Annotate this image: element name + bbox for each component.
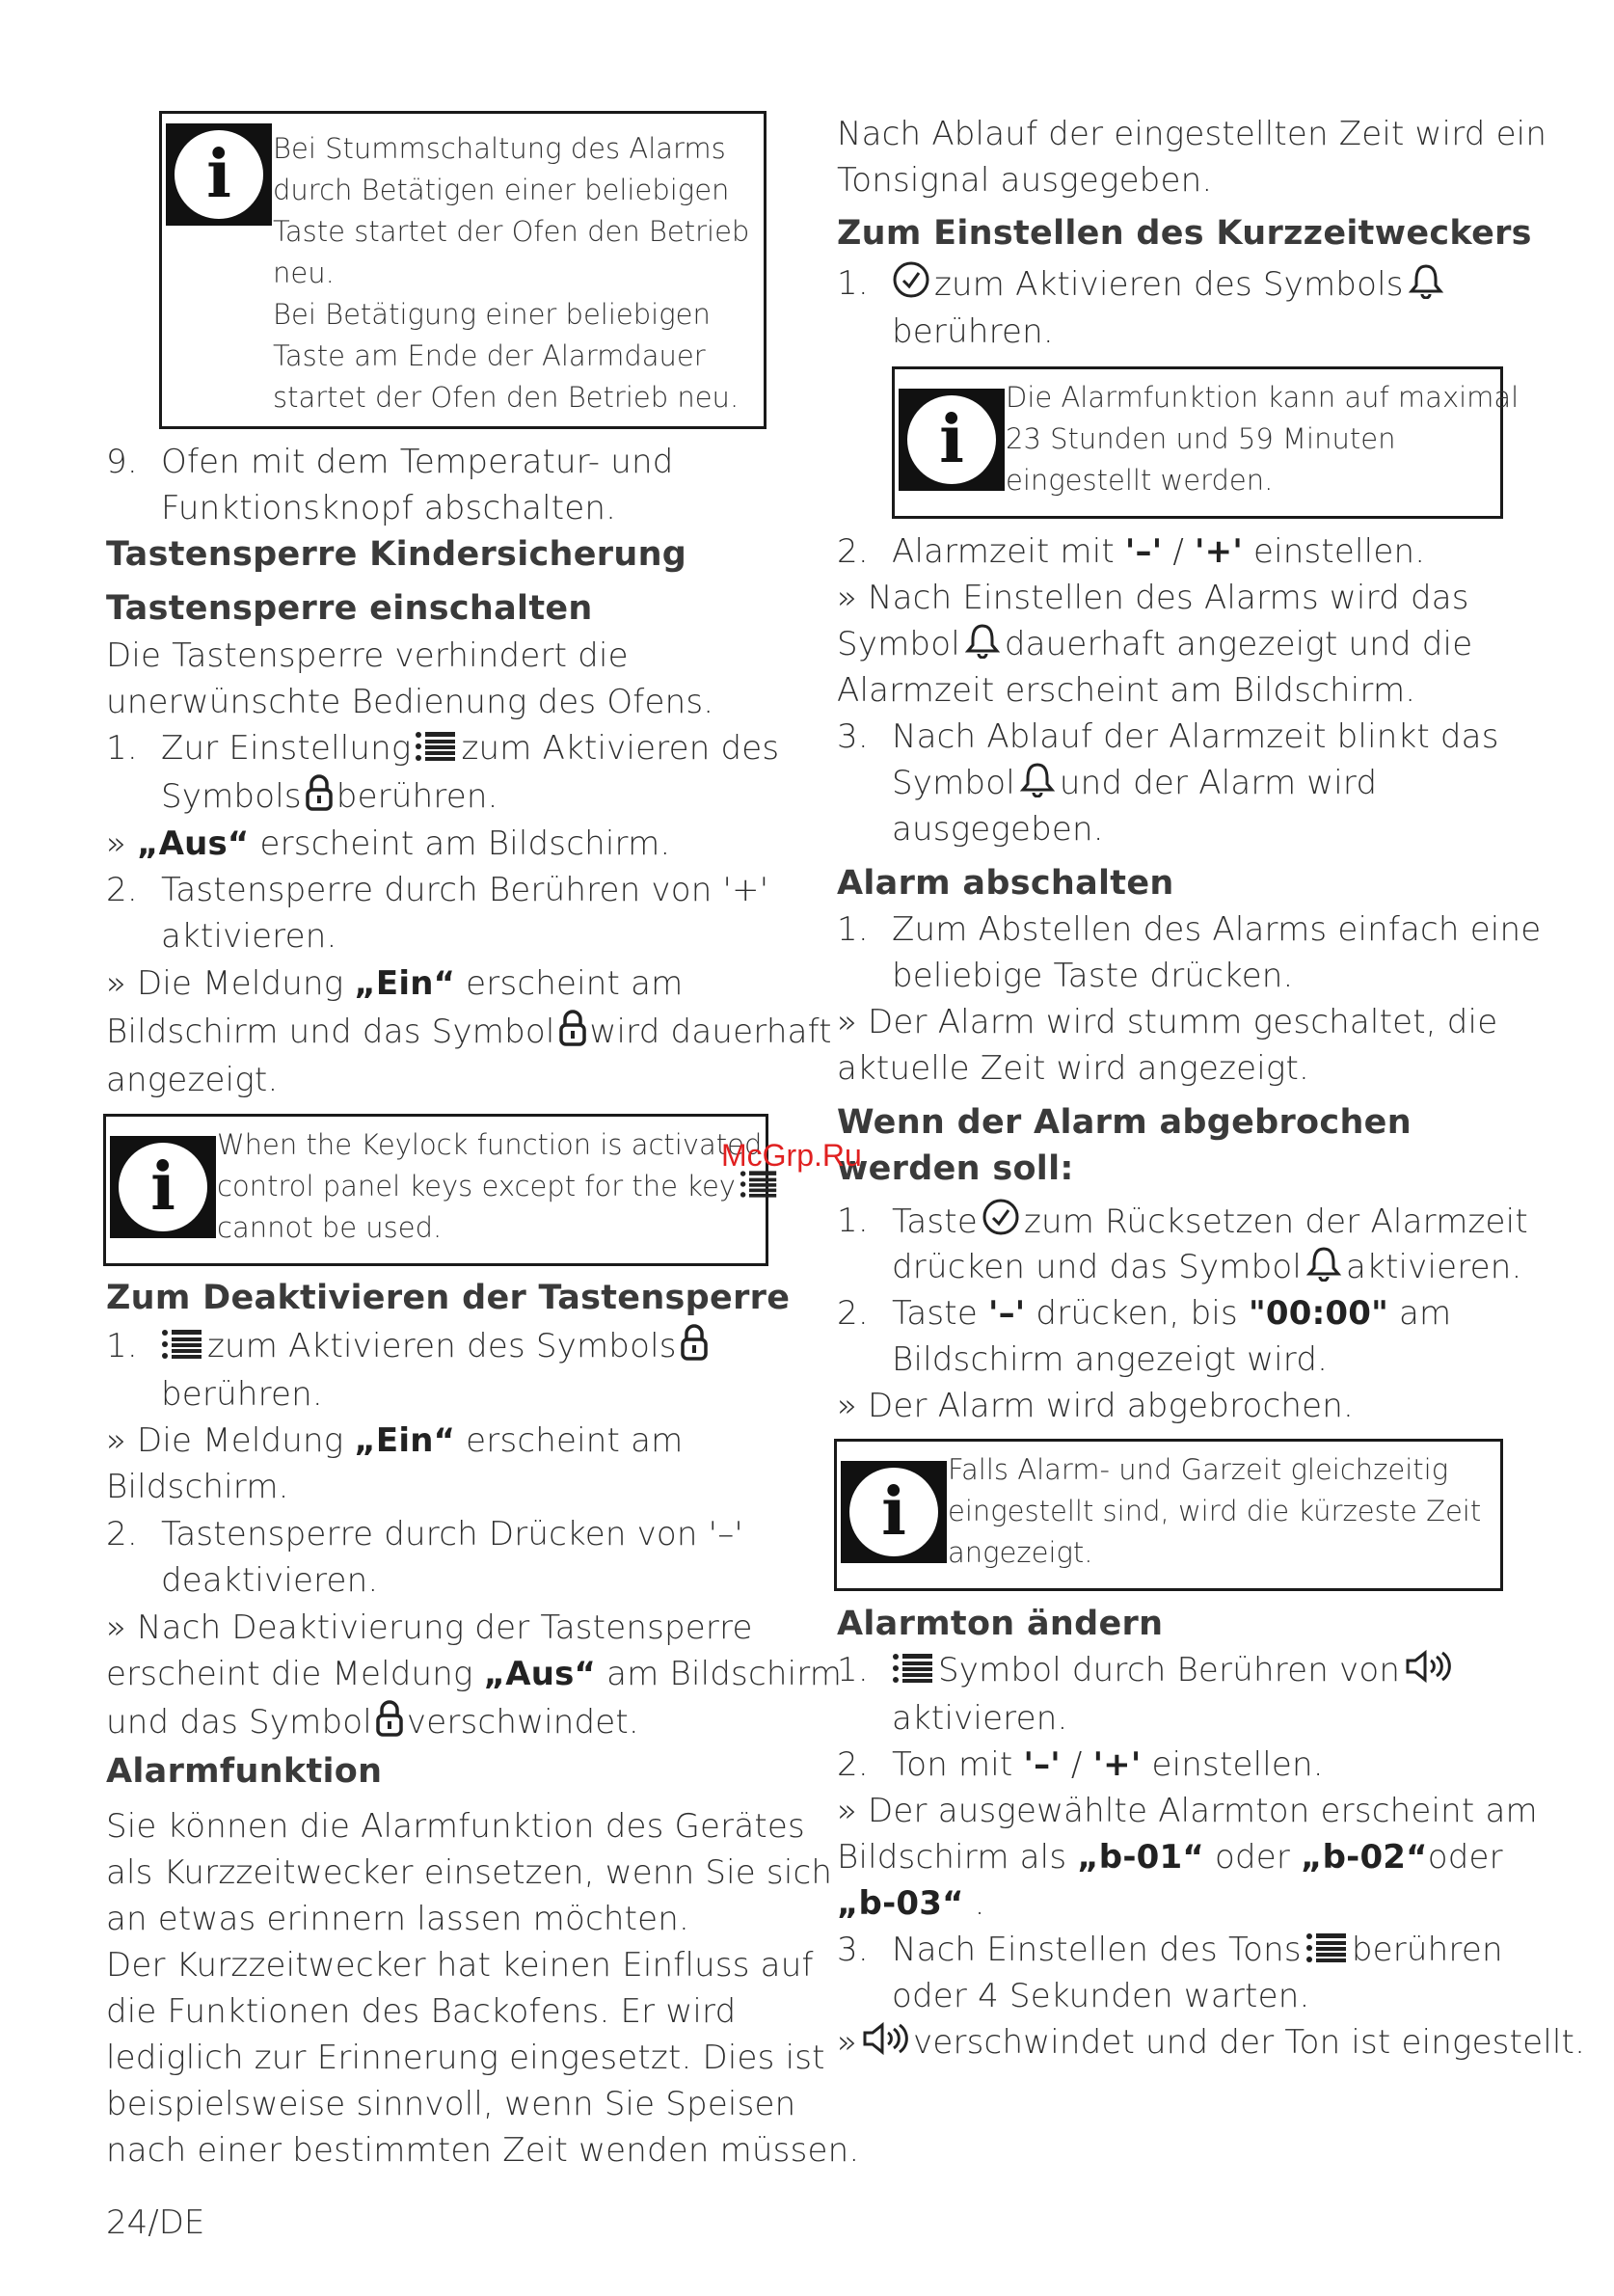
info-text: eingestellt werden. bbox=[1006, 464, 1274, 497]
speaker-icon bbox=[861, 2020, 909, 2069]
timer-icon bbox=[982, 1198, 1020, 1249]
lock-icon bbox=[306, 774, 333, 824]
info-icon: i bbox=[899, 389, 1005, 491]
step-line: Nach Einstellen des Tons berühren bbox=[892, 1927, 1503, 1977]
result-line: und das Symbol verschwindet. bbox=[106, 1699, 639, 1749]
info-text: angezeigt. bbox=[948, 1536, 1093, 1569]
result-line: Bildschirm als „b-01“ oder „b-02“oder bbox=[837, 1838, 1503, 1877]
section-heading: Alarmfunktion bbox=[106, 1752, 383, 1791]
info-text: eingestellt sind, wird die kürzeste Zeit bbox=[948, 1495, 1482, 1527]
step-number: 2. bbox=[837, 1294, 869, 1333]
step-line: drücken und das Symbol aktivieren. bbox=[892, 1244, 1522, 1294]
lock-icon bbox=[376, 1700, 403, 1749]
info-text: Bei Stummschaltung des Alarms bbox=[273, 132, 726, 165]
step-text: Ofen mit dem Temperatur- und bbox=[161, 443, 674, 481]
step-text: Tastensperre durch Drücken von '–' bbox=[161, 1515, 743, 1553]
step-number: 1. bbox=[837, 1651, 869, 1689]
step-number: 1. bbox=[837, 910, 869, 949]
step-text: berühren. bbox=[161, 1375, 323, 1414]
result-line: » Der Alarm wird stumm geschaltet, die bbox=[837, 1003, 1498, 1041]
result-line: » verschwindet und der Ton ist eingestellt. bbox=[837, 2019, 1585, 2069]
paragraph-line: Nach Ablauf der eingestellten Zeit wird ein bbox=[837, 115, 1547, 153]
step-line: Symbol durch Berühren von bbox=[892, 1647, 1456, 1697]
bell-icon bbox=[1019, 761, 1056, 810]
result-line: » Die Meldung „Ein“ erscheint am bbox=[106, 1421, 684, 1460]
info-text: control panel keys except for the key bbox=[217, 1166, 782, 1211]
step-line: Taste zum Rücksetzen der Alarmzeit bbox=[892, 1198, 1528, 1249]
info-text: When the Keylock function is activated, bbox=[217, 1128, 771, 1161]
section-heading: Tastensperre einschalten bbox=[106, 589, 593, 628]
section-heading: Zum Einstellen des Kurzzeitweckers bbox=[837, 214, 1532, 253]
section-heading: Zum Deaktivieren der Tastensperre bbox=[106, 1279, 791, 1317]
paragraph-line: an etwas erinnern lassen möchten. bbox=[106, 1900, 690, 1938]
speaker-icon bbox=[1404, 1648, 1452, 1697]
step-text: Zum Abstellen des Alarms einfach eine bbox=[892, 910, 1542, 949]
step-line: Zur Einstellung zum Aktivieren des bbox=[161, 725, 779, 775]
step-number: 2. bbox=[837, 1745, 869, 1784]
step-line: Ton mit '–' / '+' einstellen. bbox=[892, 1745, 1324, 1784]
menu-list-icon bbox=[415, 729, 457, 775]
step-text: aktivieren. bbox=[892, 1699, 1068, 1738]
step-line: Alarmzeit mit '–' / '+' einstellen. bbox=[892, 532, 1426, 571]
info-text: startet der Ofen den Betrieb neu. bbox=[273, 381, 740, 414]
paragraph-line: die Funktionen des Backofens. Er wird bbox=[106, 1992, 737, 2031]
result-line: erscheint die Meldung „Aus“ am Bildschirm bbox=[106, 1655, 843, 1693]
result-line: „b-03“ . bbox=[837, 1884, 985, 1923]
lock-icon bbox=[681, 1324, 708, 1373]
step-line: Symbol und der Alarm wird bbox=[892, 760, 1377, 810]
result-line: » Die Meldung „Ein“ erscheint am bbox=[106, 964, 684, 1003]
section-heading: Alarm abschalten bbox=[837, 864, 1174, 903]
section-heading: Wenn der Alarm abgebrochen bbox=[837, 1103, 1412, 1142]
paragraph-line: Der Kurzzeitwecker hat keinen Einfluss auf bbox=[106, 1946, 814, 1985]
menu-list-icon bbox=[740, 1169, 778, 1211]
paragraph-line: nach einer bestimmten Zeit wenden müssen. bbox=[106, 2131, 860, 2170]
paragraph-line: lediglich zur Erinnerung eingesetzt. Dies ist bbox=[106, 2039, 825, 2077]
section-heading: Alarmton ändern bbox=[837, 1605, 1164, 1643]
step-line: Symbols berühren. bbox=[161, 773, 498, 824]
result-line: Bildschirm und das Symbol wird dauerhaft bbox=[106, 1009, 832, 1059]
step-line: zum Aktivieren des Symbols bbox=[892, 260, 1448, 311]
bell-icon bbox=[964, 622, 1001, 671]
step-text: aktivieren. bbox=[161, 917, 337, 956]
paragraph-line: Tonsignal ausgegeben. bbox=[837, 161, 1213, 200]
step-line: zum Aktivieren des Symbols bbox=[161, 1323, 712, 1373]
info-box-shortest-time bbox=[834, 1439, 1503, 1591]
step-number: 1. bbox=[106, 1327, 138, 1365]
info-text: Die Alarmfunktion kann auf maximal bbox=[1006, 381, 1520, 414]
bell-icon bbox=[1408, 262, 1444, 311]
info-box-max-time bbox=[892, 366, 1520, 519]
page-number: 24/DE bbox=[106, 2203, 205, 2242]
info-icon: i bbox=[166, 123, 272, 226]
watermark: McGrp.Ru bbox=[721, 1138, 862, 1173]
step-number: 3. bbox=[837, 1931, 869, 1969]
result-line: » Der Alarm wird abgebrochen. bbox=[837, 1387, 1355, 1425]
timer-icon bbox=[892, 260, 930, 311]
step-text: Nach Ablauf der Alarmzeit blinkt das bbox=[892, 717, 1499, 756]
paragraph-line: unerwünschte Bedienung des Ofens. bbox=[106, 683, 714, 721]
paragraph-line: als Kurzzeitwecker einsetzen, wenn Sie sich bbox=[106, 1853, 833, 1892]
info-box-keylock bbox=[103, 1114, 771, 1266]
step-text: beliebige Taste drücken. bbox=[892, 957, 1294, 995]
step-number: 2. bbox=[106, 871, 138, 909]
result-line: aktuelle Zeit wird angezeigt. bbox=[837, 1049, 1310, 1088]
bell-icon bbox=[1305, 1245, 1342, 1294]
info-box-alarm-mute bbox=[159, 111, 767, 429]
info-text: Taste am Ende der Alarmdauer bbox=[273, 339, 706, 372]
result-line: » Nach Einstellen des Alarms wird das bbox=[837, 579, 1469, 617]
step-number: 1. bbox=[106, 729, 138, 768]
menu-list-icon bbox=[1305, 1931, 1348, 1977]
step-number: 3. bbox=[837, 717, 869, 756]
result-line: angezeigt. bbox=[106, 1061, 279, 1099]
result-line: Symbol dauerhaft angezeigt und die bbox=[837, 621, 1472, 671]
step-number: 1. bbox=[837, 264, 869, 303]
info-text: Falls Alarm- und Garzeit gleichzeitig bbox=[948, 1453, 1449, 1486]
info-icon: i bbox=[110, 1136, 216, 1238]
step-text: Tastensperre durch Berühren von '+' bbox=[161, 871, 769, 909]
section-heading: werden soll: bbox=[837, 1149, 1074, 1188]
result-line: » Der ausgewählte Alarmton erscheint am bbox=[837, 1792, 1538, 1830]
step-text: deaktivieren. bbox=[161, 1561, 379, 1600]
result-line: » „Aus“ erscheint am Bildschirm. bbox=[106, 824, 671, 863]
step-number: 9. bbox=[106, 443, 138, 481]
info-text: cannot be used. bbox=[217, 1211, 443, 1244]
step-line: Taste '–' drücken, bis "00:00" am bbox=[892, 1294, 1452, 1333]
menu-list-icon bbox=[892, 1651, 934, 1697]
step-text: berühren. bbox=[892, 312, 1054, 351]
step-number: 2. bbox=[106, 1515, 138, 1553]
lock-icon bbox=[559, 1010, 586, 1059]
info-text: Bei Betätigung einer beliebigen bbox=[273, 298, 711, 331]
info-text: durch Betätigen einer beliebigen bbox=[273, 174, 730, 206]
info-text: 23 Stunden und 59 Minuten bbox=[1006, 422, 1396, 455]
paragraph-line: Die Tastensperre verhindert die bbox=[106, 636, 629, 675]
step-text: Funktionsknopf abschalten. bbox=[161, 489, 617, 527]
step-number: 1. bbox=[837, 1202, 869, 1240]
result-line: » Nach Deaktivierung der Tastensperre bbox=[106, 1608, 753, 1647]
step-text: Bildschirm angezeigt wird. bbox=[892, 1340, 1329, 1379]
step-text: ausgegeben. bbox=[892, 810, 1104, 849]
info-icon: i bbox=[841, 1461, 947, 1563]
step-number: 2. bbox=[837, 532, 869, 571]
info-text: neu. bbox=[273, 257, 335, 289]
result-line: Alarmzeit erscheint am Bildschirm. bbox=[837, 671, 1416, 710]
section-heading: Tastensperre Kindersicherung bbox=[106, 535, 687, 574]
menu-list-icon bbox=[161, 1327, 203, 1373]
paragraph-line: Sie können die Alarmfunktion des Gerätes bbox=[106, 1807, 805, 1846]
step-text: oder 4 Sekunden warten. bbox=[892, 1977, 1310, 2015]
info-text: Taste startet der Ofen den Betrieb bbox=[273, 215, 750, 248]
paragraph-line: beispielsweise sinnvoll, wenn Sie Speisen bbox=[106, 2085, 796, 2123]
result-line: Bildschirm. bbox=[106, 1468, 289, 1506]
